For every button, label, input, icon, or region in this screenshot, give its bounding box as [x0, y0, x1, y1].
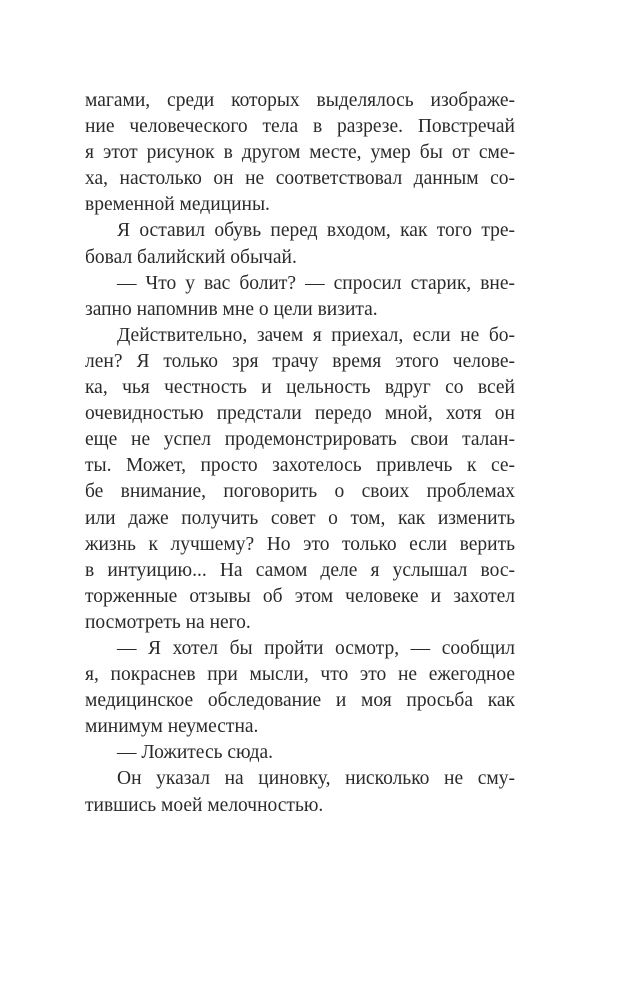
text-line: ка, чья честность и цельность вдруг со всей: [85, 377, 515, 399]
text-line: ха, настолько он не соответствовал данным со-: [85, 168, 515, 190]
body-text: [85, 88, 515, 819]
text-line: минимум неуместна.: [85, 716, 259, 738]
text-line: торженные отзывы об этом человеке и захотел: [85, 585, 515, 607]
text-line: еще не успел продемонстрировать свои талан-: [85, 429, 515, 451]
text-line: ние человеческого тела в разрезе. Повстречай: [85, 116, 515, 138]
text-line: бе внимание, поговорить о своих проблемах: [85, 481, 515, 503]
text-line: магами, среди которых выделялось изображе-: [85, 90, 515, 111]
text-line: Я оставил обувь перед входом, как того тре-: [117, 220, 515, 242]
text-line: посмотреть на него.: [85, 611, 251, 633]
text-line: в интуицию... На самом деле я услышал вос-: [85, 559, 515, 581]
text-line: ты. Может, просто захотелось привлечь к се-: [85, 455, 515, 477]
text-line: запно напомнив мне о цели визита.: [85, 298, 378, 320]
text-line: я этот рисунок в другом месте, умер бы от сме-: [85, 142, 515, 164]
text-line: — Ложитесь сюда.: [117, 742, 274, 764]
text-line: Действительно, зачем я приехал, если не бо-: [117, 324, 515, 346]
text-line: временной медицины.: [85, 194, 270, 216]
text-line: — Я хотел бы пройти осмотр, — сообщил: [117, 637, 515, 659]
text-line: жизнь к лучшему? Но это только если верить: [85, 533, 515, 555]
text-line: Он указал на циновку, нисколько не сму-: [117, 768, 515, 790]
text-line: — Что у вас болит? — спросил старик, вне-: [117, 272, 515, 294]
text-line: или даже получить совет о том, как изменить: [85, 507, 515, 529]
text-line: тившись моей мелочностью.: [85, 794, 324, 816]
text-line: я, покраснев при мысли, что это не ежегодное: [85, 664, 515, 686]
text-line: медицинское обследование и моя просьба как: [85, 690, 515, 712]
text-line: бовал балийский обычай.: [85, 246, 297, 268]
text-line: лен? Я только зря трачу время этого челове-: [85, 350, 515, 372]
text-line: очевидностью предстали передо мной, хотя он: [85, 403, 515, 425]
